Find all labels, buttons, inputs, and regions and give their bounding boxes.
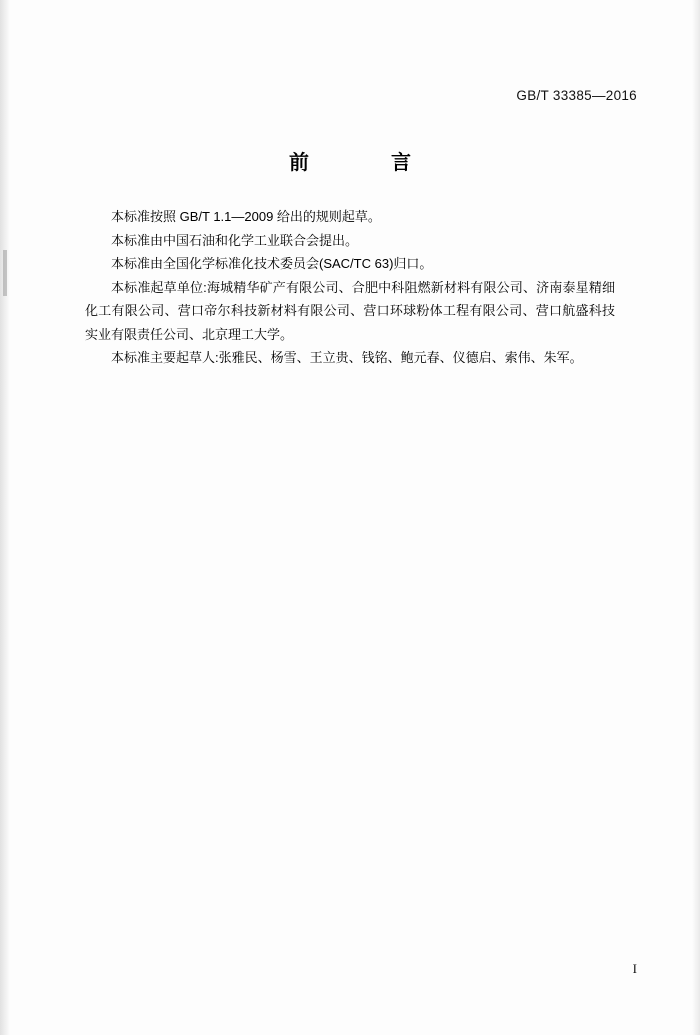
paragraph: 本标准主要起草人:张雅民、杨雪、王立贵、钱铭、鲍元春、仪德启、索伟、朱军。 <box>111 350 583 365</box>
paragraph: 本标准由全国化学标准化技术委员会(SAC/TC 63)归口。 <box>111 256 433 271</box>
paragraph: 本标准起草单位:海城精华矿产有限公司、合肥中科阻燃新材料有限公司、济南泰星精细化工有限公司、营口帝尔科技新材料有限公司、营口环球粉体工程有限公司、营口航盛科技实业有限责任公司、北京理工大学。 <box>85 279 615 342</box>
page-number: I <box>632 961 637 976</box>
paragraph: 本标准由中国石油和化学工业联合会提出。 <box>111 232 359 248</box>
scan-artifact-mark <box>3 250 7 296</box>
standard-code-header: GB/T 33385—2016 <box>516 88 637 103</box>
paragraph: 本标准按照 GB/T 1.1—2009 给出的规则起草。 <box>111 209 381 224</box>
page-title: 前 言 <box>289 152 425 174</box>
foreword-body <box>85 205 615 370</box>
